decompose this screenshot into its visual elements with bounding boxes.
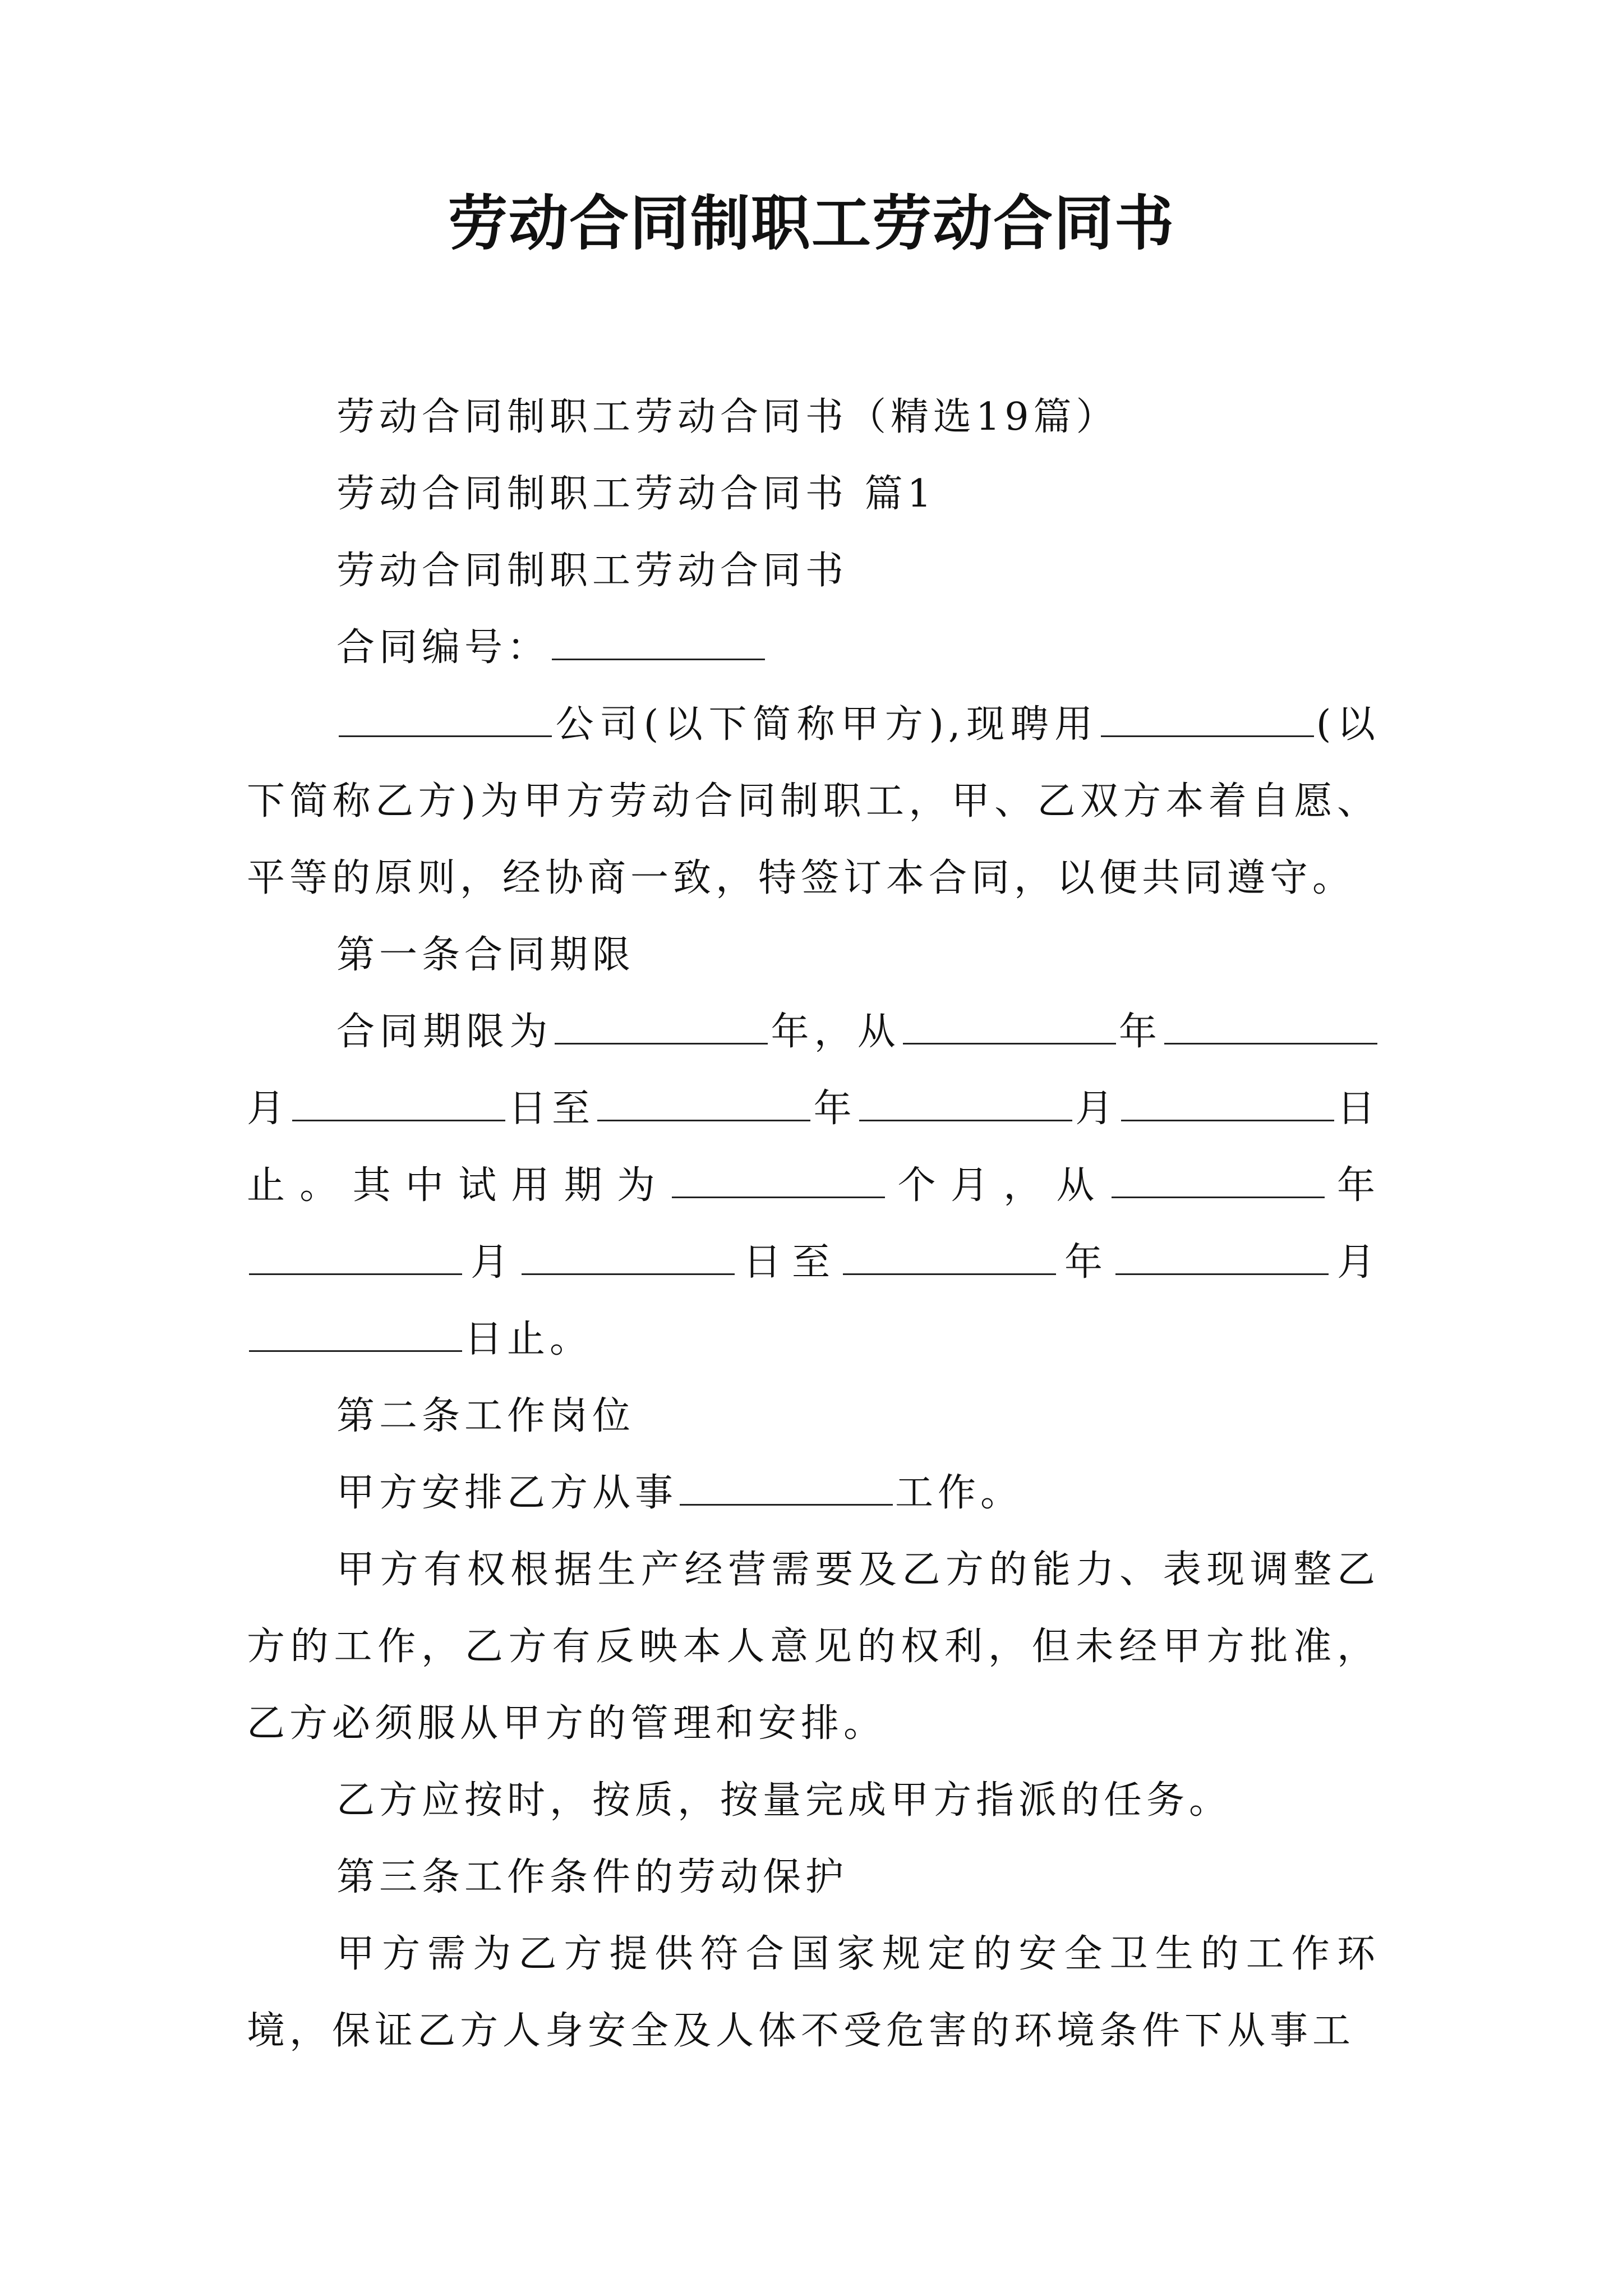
probation-end-year-blank (843, 1242, 1056, 1275)
intro-company-text: 公司(以下简称甲方),现聘用 (554, 702, 1099, 747)
term-text-15: 日止。 (464, 1317, 593, 1361)
probation-end-day-blank (249, 1319, 462, 1352)
contract-number-label: 合同编号： (336, 625, 550, 670)
intro-paragraph (247, 686, 1380, 917)
end-year-blank (597, 1088, 810, 1121)
subtitle: 劳动合同制职工劳动合同书（精选19篇） (336, 395, 1119, 439)
term-text-8: 日止。其中试用期为 (247, 1087, 1380, 1208)
term-text-2: 年，从 (770, 1010, 901, 1054)
contract-name: 劳动合同制职工劳动合同书 (336, 549, 849, 593)
term-text-9: 个月，从 (887, 1163, 1109, 1208)
probation-months-blank (672, 1165, 885, 1198)
company-name-blank (339, 704, 552, 737)
term-text-12: 日至 (737, 1240, 841, 1285)
probation-end-month-blank (1115, 1242, 1329, 1275)
article2-assignment (247, 1455, 1380, 1531)
job-position-blank (680, 1473, 893, 1506)
end-month-blank (859, 1088, 1072, 1121)
article2-paragraph-2: 甲方有权根据生产经营需要及乙方的能力、表现调整乙方的工作，乙方有反映本人意见的权利，但未经甲方批准，乙方必须服从甲方的管理和安排。 (247, 1548, 1380, 1746)
term-text-5: 日至 (508, 1087, 596, 1131)
term-years-blank (555, 1011, 768, 1045)
start-month-blank (1164, 1011, 1377, 1045)
part-heading: 劳动合同制职工劳动合同书 篇1 (336, 472, 936, 516)
term-text-10: 年 (1326, 1163, 1380, 1208)
term-text-7: 月 (1074, 1087, 1119, 1131)
term-text-14: 月 (1330, 1240, 1380, 1285)
start-year-blank (903, 1011, 1116, 1045)
end-day-blank (1121, 1088, 1334, 1121)
contract-number-line (247, 609, 1380, 686)
assignment-text-after: 工作。 (895, 1471, 1023, 1515)
term-text-4: 月 (247, 1087, 291, 1131)
document-title: 劳动合同制职工劳动合同书 (448, 188, 1175, 258)
employee-name-blank (1101, 704, 1314, 737)
article3-paragraph-1: 甲方需为乙方提供符合国家规定的安全卫生的工作环境，保证乙方人身安全及人体不受危害的环境条件下从事工 (247, 1932, 1380, 2053)
article1-term-paragraph (247, 993, 1380, 1378)
probation-start-month-blank (249, 1242, 462, 1275)
term-text-6: 年 (813, 1087, 857, 1131)
article1-heading: 第一条合同期限 (336, 933, 635, 977)
term-text-11: 月 (464, 1240, 519, 1285)
article3-heading: 第三条工作条件的劳动保护 (336, 1855, 849, 1899)
term-text-13: 年 (1058, 1240, 1113, 1285)
term-text-1: 合同期限为 (336, 1010, 553, 1054)
document-body (247, 379, 1380, 2069)
article2-paragraph-3: 乙方应按时，按质，按量完成甲方指派的任务。 (336, 1778, 1232, 1823)
intro-rest-text: (以下简称乙方)为甲方劳动合同制职工，甲、乙双方本着自愿、平等的原则，经协商一致，特签订本合同，以便共同遵守。 (247, 702, 1380, 900)
start-day-blank (292, 1088, 505, 1121)
article2-heading: 第二条工作岗位 (336, 1394, 635, 1438)
term-text-3: 年 (1118, 1010, 1162, 1054)
assignment-text-before: 甲方安排乙方从事 (336, 1471, 678, 1515)
probation-start-day-blank (522, 1242, 735, 1275)
contract-number-blank (552, 627, 765, 660)
probation-start-year-blank (1112, 1165, 1325, 1198)
